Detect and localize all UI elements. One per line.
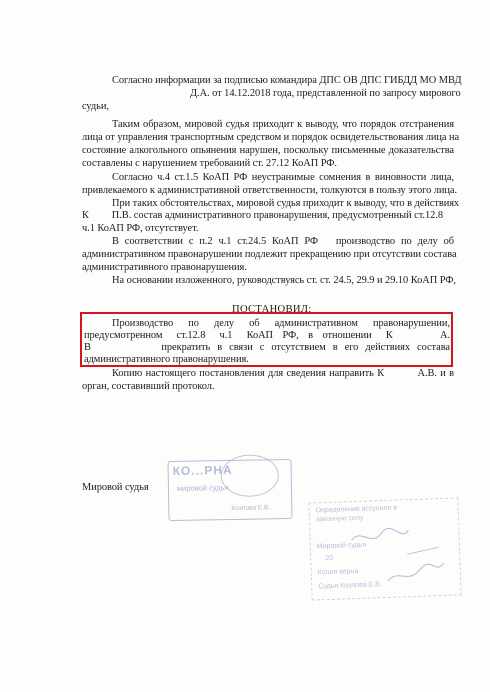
text-line-6: состояние алкогольного опьянения нарушен, поскольку письменные доказательства bbox=[82, 145, 454, 156]
text-line-16: На основании изложенного, руководствуясь ст. ст. 24.5, 29.9 и 29.10 КоАП РФ, bbox=[112, 275, 456, 286]
handwritten-signature-icon bbox=[346, 517, 448, 590]
text-line-14: административном правонарушении подлежит прекращению при отсутствии состава bbox=[82, 249, 457, 260]
certification-stamp bbox=[308, 497, 461, 600]
text-line-3: судьи, bbox=[82, 101, 109, 112]
cert-line-3: Мировой судья bbox=[316, 541, 367, 551]
resolution-line-3: В прекратить в связи с отсутствием в его действиях состава bbox=[84, 342, 450, 353]
resolution-heading: ПОСТАНОВИЛ: bbox=[232, 304, 312, 315]
cert-line-6: Судья Козлова Е.В. bbox=[318, 581, 382, 591]
text-line-10: При таких обстоятельствах, мировой судья приходит к выводу, что в действиях bbox=[112, 198, 460, 209]
court-stamp bbox=[167, 459, 292, 521]
cert-line-2: законную силу bbox=[315, 514, 364, 524]
resolution-line-2: предусмотренном ст.12.8 ч.1 КоАП РФ, в отношении К А. bbox=[84, 330, 450, 341]
stamp-title: КО...РНА bbox=[172, 462, 233, 478]
text-line-5: лица от управления транспортным средством и порядок освидетельствования лица на bbox=[82, 132, 460, 143]
text-line-8: Согласно ч.4 ст.1.5 КоАП РФ неустранимые сомнения в виновности лица, bbox=[112, 172, 454, 183]
cert-line-5: Копия верна bbox=[317, 567, 359, 577]
text-line-12: ч.1 КоАП РФ, отсутствует. bbox=[82, 223, 199, 234]
signature-title: Мировой судья bbox=[82, 482, 149, 493]
cert-line-1: Определение вступило в bbox=[315, 504, 398, 515]
cert-line-4: 20 bbox=[325, 554, 334, 563]
text-line-4: Таким образом, мировой судья приходит к выводу, что порядок отстранения bbox=[112, 119, 454, 130]
text-line-7: составлены с нарушением требований ст. 27.12 КоАП РФ. bbox=[82, 158, 337, 169]
text-line-13: В соответствии с п.2 ч.1 ст.24.5 КоАП РФ производство по делу об bbox=[112, 236, 454, 247]
resolution-line-1: Производство по делу об административном правонарушении, bbox=[112, 318, 450, 329]
stamp-name: Козлова Е.В. bbox=[231, 504, 271, 512]
text-line-1: Согласно информации за подписью командира ДПС ОВ ДПС ГИБДД МО МВД bbox=[112, 75, 462, 86]
text-line-11: К П.В. состав административного правонарушения, предусмотренный ст.12.8 bbox=[82, 210, 443, 221]
text-line-copy-2: орган, составивший протокол. bbox=[82, 381, 215, 392]
text-line-2: Д.А. от 14.12.2018 года, представленной по запросу мирового bbox=[190, 88, 461, 99]
resolution-line-4: административного правонарушения. bbox=[84, 354, 249, 365]
text-line-9: привлекаемого к административной ответственности, толкуются в пользу этого лица. bbox=[82, 185, 458, 196]
text-line-copy-1: Копию настоящего постановления для сведения направить К А.В. и в bbox=[112, 368, 454, 379]
text-line-15: административного правонарушения. bbox=[82, 262, 247, 273]
stamp-subtitle: мировой судья bbox=[176, 483, 229, 493]
